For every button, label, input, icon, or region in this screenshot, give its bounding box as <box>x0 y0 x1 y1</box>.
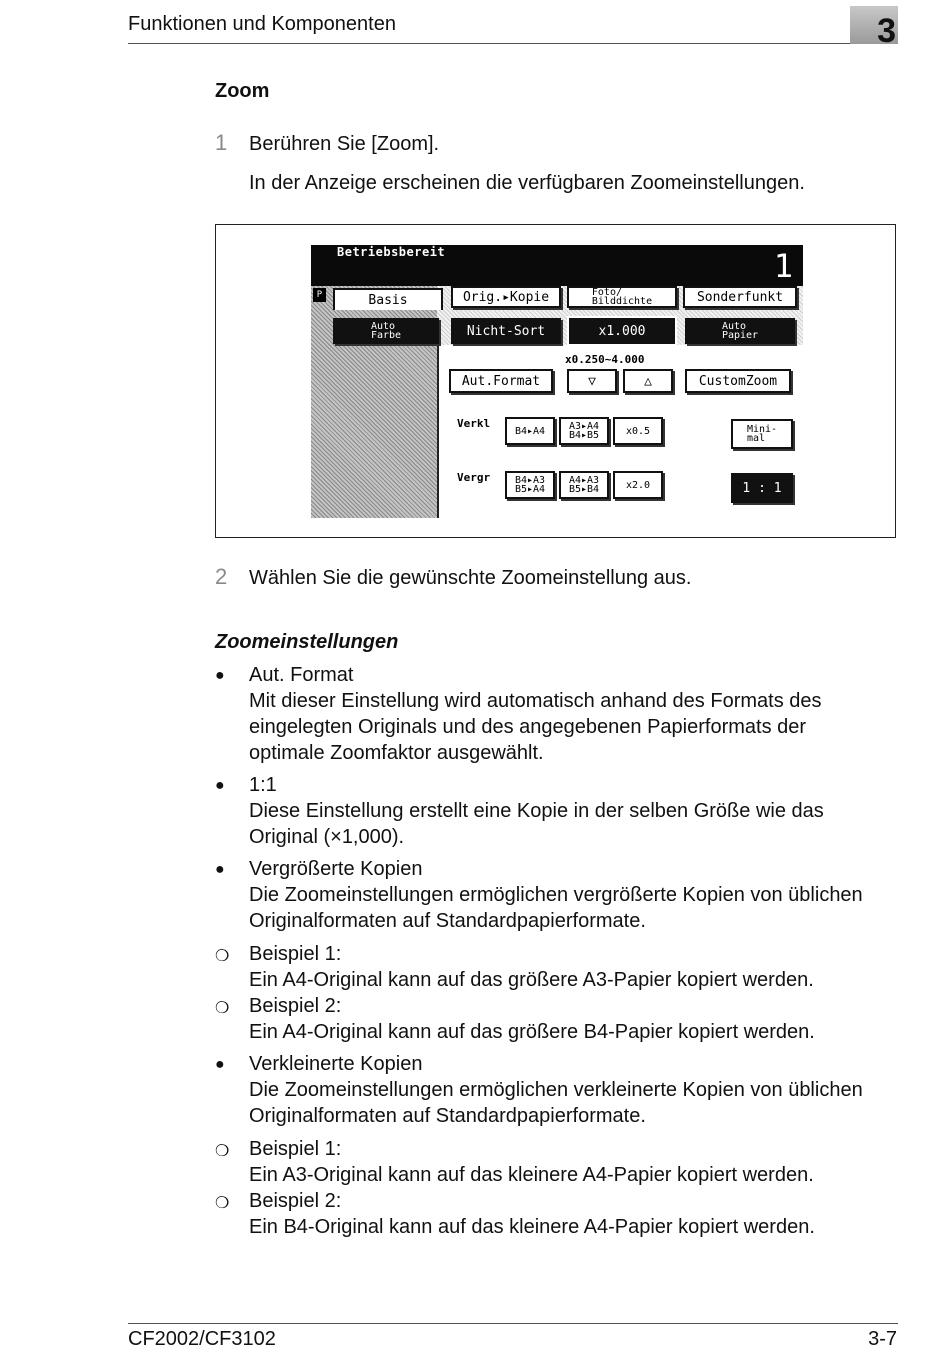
arrow-down-icon: ▽ <box>588 373 596 389</box>
bullet-icon: ● <box>215 777 225 794</box>
status-bar <box>311 245 803 286</box>
list-item-heading: Beispiel 2: <box>249 1190 342 1212</box>
aut-format-button[interactable] <box>449 369 553 393</box>
copy-count: 1 <box>773 247 793 285</box>
list-item-text: Die Zoomeinstellungen ermöglichen verkleinerte Kopien von üblichen <box>249 1079 863 1101</box>
minimal-button[interactable] <box>731 419 793 449</box>
aut-format-label: Aut.Format <box>461 373 541 389</box>
copier-screen <box>311 245 803 518</box>
custom-zoom-label: CustomZoom <box>698 373 778 389</box>
one-to-one-label: 1 : 1 <box>742 480 782 496</box>
list-item-heading: Beispiel 1: <box>249 943 342 965</box>
vergr-label: Vergr <box>457 471 491 484</box>
list-item-text: Diese Einstellung erstellt eine Kopie in der selben Größe wie das <box>249 800 824 822</box>
custom-zoom-button[interactable] <box>685 369 791 393</box>
verkl-label: Verkl <box>457 417 491 430</box>
tab-foto-label: Foto/ Bilddichte <box>591 287 653 307</box>
footer-rule <box>128 1323 898 1324</box>
vergr-x20-button[interactable] <box>613 471 663 499</box>
tab-basis-label: Basis <box>368 292 408 308</box>
list-item-text: eingelegten Originals und des angegebenen Papierformats der <box>249 716 807 738</box>
header-title: Funktionen und Komponenten <box>128 13 396 35</box>
list-item-text: Ein A4-Original kann auf das größere A3-Papier kopiert werden. <box>249 969 814 991</box>
list-item-text: optimale Zoomfaktor ausgewählt. <box>249 742 544 764</box>
auto-farbe-label: Auto Farbe <box>370 321 402 341</box>
list-item-text: Ein B4-Original kann auf das kleinere A4-Papier kopiert werden. <box>249 1216 815 1238</box>
footer-model: CF2002/CF3102 <box>128 1328 276 1350</box>
bullet-icon: ● <box>215 861 225 878</box>
list-item-heading: Beispiel 2: <box>249 995 342 1017</box>
header-rule <box>128 43 898 44</box>
list-item-heading: Beispiel 1: <box>249 1138 342 1160</box>
list-item-text: Die Zoomeinstellungen ermöglichen vergrößerte Kopien von üblichen <box>249 884 863 906</box>
tab-orig-kopie-label: Orig.▸Kopie <box>462 289 550 305</box>
verkl-x05-button[interactable] <box>613 417 663 445</box>
list-item-text: Originalformaten auf Standardpapierformate. <box>249 910 646 932</box>
section-title: Zoom <box>215 80 270 102</box>
auto-farbe-button[interactable] <box>333 318 439 344</box>
status-text: Betriebsbereit <box>337 245 446 259</box>
sub-bullet-icon: ❍ <box>215 1143 230 1160</box>
tab-orig-kopie[interactable] <box>451 286 561 308</box>
vergr-a4-a3-label: A4▸A3 B5▸B4 <box>568 475 600 495</box>
list-item-text: Ein A3-Original kann auf das kleinere A4-Papier kopiert werden. <box>249 1164 814 1186</box>
zoom-down-button[interactable] <box>567 369 617 393</box>
tab-foto-bilddichte[interactable] <box>567 286 677 308</box>
figure-frame <box>215 224 896 538</box>
tab-basis[interactable] <box>333 288 443 310</box>
mode-icon: P <box>313 288 326 302</box>
step2-instruction: Wählen Sie die gewünschte Zoomeinstellung aus. <box>249 567 692 589</box>
list-item-heading: Aut. Format <box>249 664 354 686</box>
list-item-text: Originalformaten auf Standardpapierformate. <box>249 1105 646 1127</box>
vergr-b4-a3-button[interactable] <box>505 471 555 499</box>
vergr-a4-a3-button[interactable] <box>559 471 609 499</box>
zoom-range: x0.250~4.000 <box>565 353 645 366</box>
step1-result: In der Anzeige erscheinen die verfügbaren Zoomeinstellungen. <box>249 172 805 194</box>
auto-papier-label: Auto Papier <box>721 321 759 341</box>
nicht-sort-label: Nicht-Sort <box>466 323 546 339</box>
auto-papier-button[interactable] <box>685 318 795 344</box>
zoom-value-label: x1.000 <box>598 323 646 339</box>
arrow-up-icon: △ <box>644 373 652 389</box>
minimal-label: Mini- mal <box>746 424 778 444</box>
tab-sonderfunkt[interactable] <box>683 286 797 308</box>
sub-bullet-icon: ❍ <box>215 948 230 965</box>
sub-bullet-icon: ❍ <box>215 1000 230 1017</box>
footer-page: 3-7 <box>868 1328 897 1350</box>
verkl-a3-a4-label: A3▸A4 B4▸B5 <box>568 421 600 441</box>
step1-number: 1 <box>215 130 228 155</box>
tab-sonderfunkt-label: Sonderfunkt <box>696 289 784 305</box>
chapter-number: 3 <box>877 12 896 50</box>
zoom-button[interactable] <box>569 318 675 344</box>
list-item-heading: 1:1 <box>249 774 277 796</box>
step2-number: 2 <box>215 564 228 589</box>
list-item-text: Original (×1,000). <box>249 826 405 848</box>
list-item-text: Ein A4-Original kann auf das größere B4-Papier kopiert werden. <box>249 1021 815 1043</box>
verkl-b4-a4-button[interactable] <box>505 417 555 445</box>
verkl-b4-a4-label: B4▸A4 <box>514 425 546 437</box>
settings-title: Zoomeinstellungen <box>215 631 399 653</box>
verkl-a3-a4-button[interactable] <box>559 417 609 445</box>
vergr-x20-label: x2.0 <box>625 479 651 491</box>
zoom-up-button[interactable] <box>623 369 673 393</box>
verkl-x05-label: x0.5 <box>625 425 651 437</box>
chapter-tab <box>850 6 898 50</box>
vergr-b4-a3-label: B4▸A3 B5▸A4 <box>514 475 546 495</box>
one-to-one-button[interactable] <box>731 473 793 503</box>
nicht-sort-button[interactable] <box>451 318 561 344</box>
list-item-text: Mit dieser Einstellung wird automatisch anhand des Formats des <box>249 690 822 712</box>
list-item-heading: Verkleinerte Kopien <box>249 1053 423 1075</box>
sub-bullet-icon: ❍ <box>215 1195 230 1212</box>
step1-instruction: Berühren Sie [Zoom]. <box>249 133 440 155</box>
bullet-icon: ● <box>215 1056 225 1073</box>
bullet-icon: ● <box>215 667 225 684</box>
list-item-heading: Vergrößerte Kopien <box>249 858 423 880</box>
